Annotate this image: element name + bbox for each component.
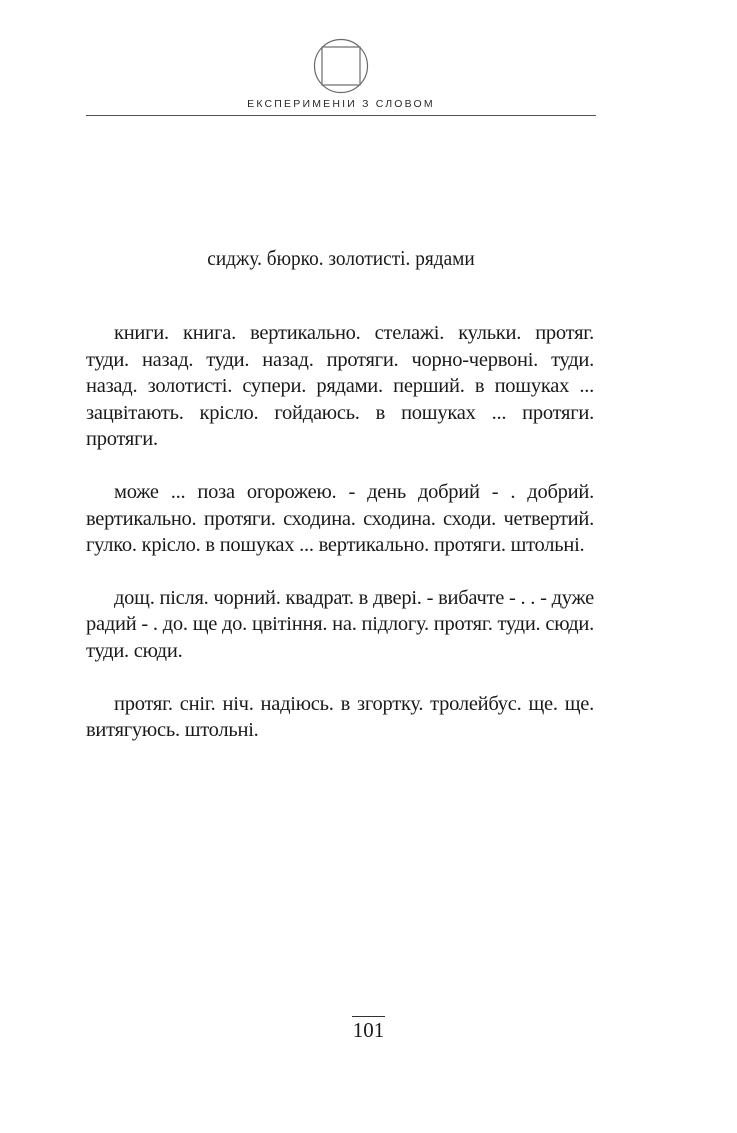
poem-body: [86, 320, 594, 770]
poem-title: сиджу. бюрко. золотисті. рядами: [207, 246, 475, 270]
page-number: [0, 1016, 737, 1043]
stanza: протяг. сніг. ніч. надіюсь. в згортку. тролейбус. ще. ще. витягуюсь. штольні.: [86, 692, 594, 742]
stanza: дощ. після. чорний. квадрат. в двері. - вибачте - . . - дуже радий - . до. ще до. цвітіння. на. підлогу. протяг. туди. сюди. туди. сюди.: [86, 586, 594, 662]
circle-square-emblem-icon: [313, 38, 369, 94]
running-head: ЕКСПЕРИМЕНІИ З СЛОВОМ: [247, 98, 435, 110]
stanza: може ... поза огорожею. - день добрий - . добрий. вертикально. протяги. сходина. сходина. сходи. четвертий. гулко. крісло. в пошуках ... вертикально. протяги. штольні.: [86, 480, 594, 557]
stanza: книги. книга. вертикально. стелажі. кульки. протяг. туди. назад. туди. назад. протяги. чорно-червоні. туди. назад. золотисті. супери. рядами. перший. в пошуках ... зацвітають. крісло. гойдаюсь. в пошуках ... протяги. протяги.: [86, 322, 594, 451]
page-number-label: 101: [352, 1018, 385, 1042]
header-rule: [86, 115, 596, 116]
